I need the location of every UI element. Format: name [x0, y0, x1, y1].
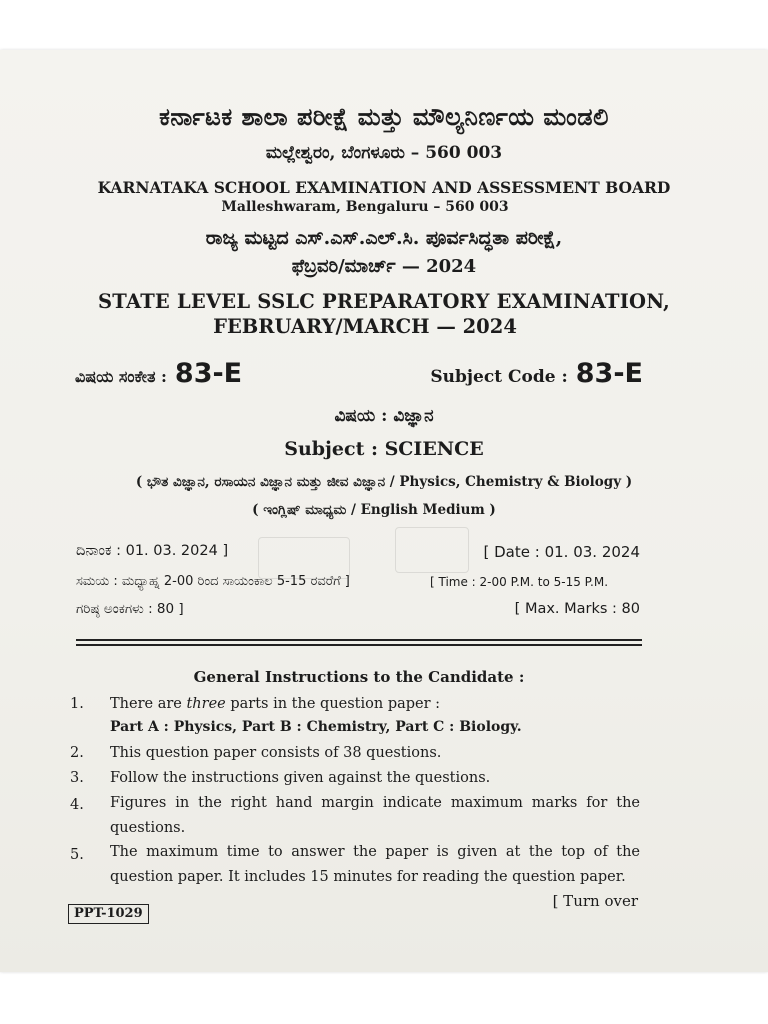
subject-code-label-english: Subject Code :: [430, 367, 568, 387]
subject-english: Subject : SCIENCE: [284, 438, 484, 460]
turn-over: [ Turn over: [552, 892, 638, 910]
instructions-title: General Instructions to the Candidate :: [193, 668, 525, 686]
subject-code-label-kannada: ವಿಷಯ ಸಂಕೇತ :: [75, 367, 167, 386]
instruction-text: Figures in the right hand margin indicate maximum marks for the questions.: [110, 795, 640, 836]
exam-session-english: FEBRUARY/MARCH — 2024: [213, 315, 517, 338]
divider-line: [76, 639, 642, 641]
paper-code: PPT-1029: [68, 904, 149, 924]
max-marks-kannada: ಗರಿಷ್ಠ ಅಂಕಗಳು : 80 ]: [76, 601, 184, 617]
date-english: [ Date : 01. 03. 2024: [483, 543, 640, 561]
instruction-number: 2.: [70, 745, 84, 761]
instruction-text: This question paper consists of 38 questions.: [110, 745, 442, 761]
time-kannada: ಸಮಯ : ಮಧ್ಯಾಹ್ನ 2-00 ರಿಂದ ಸಾಯಂಕಾಲ 5-15 ರವರೆಗೆ ]: [76, 574, 350, 589]
parts-line: Part A : Physics, Part B : Chemistry, Part C : Biology.: [110, 719, 522, 735]
subject-code-value: 83-E: [174, 358, 243, 389]
date-kannada: ದಿನಾಂಕ : 01. 03. 2024 ]: [76, 543, 229, 559]
subject-kannada: ವಿಷಯ : ವಿಜ್ಞಾನ: [334, 406, 434, 426]
divider-line: [76, 644, 642, 646]
max-marks-english: [ Max. Marks : 80: [514, 601, 640, 617]
address-kannada: ಮಲ್ಲೇಶ್ವರಂ, ಬೆಂಗಳೂರು – 560 003: [265, 143, 503, 163]
show-through-box: [258, 537, 350, 579]
medium: ( ಇಂಗ್ಲಿಷ್ ಮಾಧ್ಯಮ / English Medium ): [252, 502, 496, 518]
instruction-text: The maximum time to answer the paper is given at the top of the question paper. It includes 15 minutes for reading the question paper.: [110, 844, 640, 885]
board-name-kannada: ಕರ್ನಾಟಕ ಶಾಲಾ ಪರೀಕ್ಷೆ ಮತ್ತು ಮೌಲ್ಯನಿರ್ಣಯ ಮಂಡಲಿ: [159, 102, 609, 131]
subject-code-kannada: [75, 358, 242, 389]
show-through-box: [395, 527, 469, 573]
instruction-text: Follow the instructions given against the questions.: [110, 770, 491, 786]
instruction-text: There are three parts in the question paper :: [110, 696, 441, 712]
instruction-number: 4.: [70, 797, 84, 813]
time-english: [ Time : 2-00 P.M. to 5-15 P.M.: [430, 575, 609, 589]
subject-code-english: [430, 358, 643, 389]
exam-session-kannada: ಫೆಬ್ರವರಿ/ಮಾರ್ಚ್ — 2024: [291, 256, 477, 277]
exam-title-english: STATE LEVEL SSLC PREPARATORY EXAMINATION,: [98, 290, 670, 313]
address-english: Malleshwaram, Bengaluru – 560 003: [221, 199, 509, 215]
subject-description: ( ಭೌತ ವಿಜ್ಞಾನ, ರಸಾಯನ ವಿಜ್ಞಾನ ಮತ್ತು ಜೀವ ವಿಜ್ಞಾನ / Physics, Chemistry & Biology ): [135, 474, 633, 490]
subject-code-value: 83-E: [575, 358, 643, 389]
exam-title-kannada: ರಾಜ್ಯ ಮಟ್ಟದ ಎಸ್.ಎಸ್.ಎಲ್.ಸಿ. ಪೂರ್ವಸಿದ್ಧತಾ ಪರೀಕ್ಷೆ,: [205, 227, 563, 249]
instruction-number: 5.: [70, 847, 84, 863]
board-name-english: KARNATAKA SCHOOL EXAMINATION AND ASSESSMENT BOARD: [97, 178, 671, 197]
instruction-number: 1.: [70, 696, 84, 712]
instruction-number: 3.: [70, 770, 84, 786]
emphasis-three: three: [186, 696, 226, 712]
